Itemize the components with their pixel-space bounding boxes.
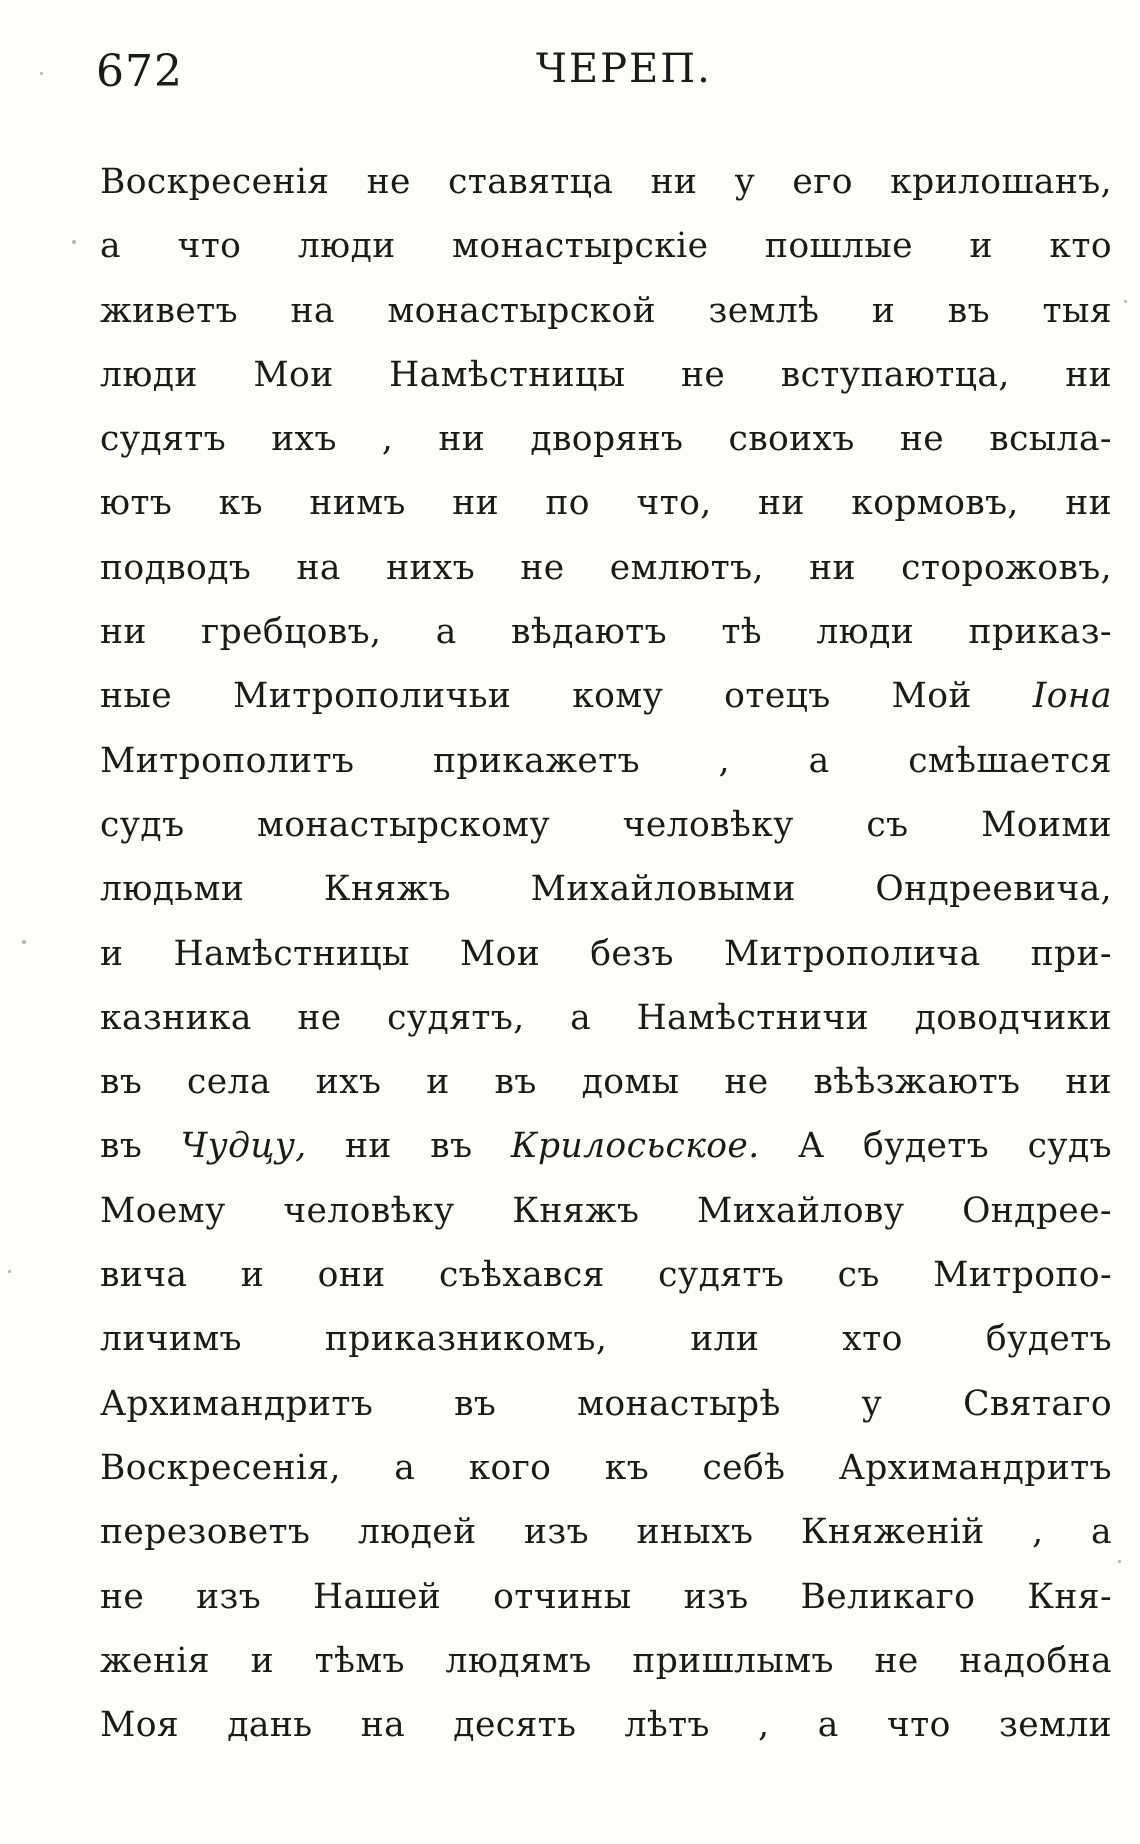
- text-line: казника не судятъ, а Намѣстничи доводчики: [100, 997, 1112, 1038]
- text-line: ютъ къ нимъ ни по что, ни кормовъ, ни: [100, 483, 1112, 524]
- paper-speck: [22, 940, 26, 944]
- paper-speck: [1124, 300, 1127, 303]
- text-line: люди Мои Намѣстницы не вступаютца, ни: [100, 354, 1112, 395]
- text-line: Архимандритъ въ монастырѣ у Святаго: [100, 1383, 1112, 1424]
- text-line: а что люди монастырскіе пошлые и кто: [100, 226, 1112, 267]
- text-line: вича и они съѣхався судятъ съ Митропо-: [100, 1255, 1112, 1296]
- text-line: Митрополитъ прикажетъ , а смѣшается: [100, 740, 1112, 781]
- text-line: ни гребцовъ, а вѣдаютъ тѣ люди приказ-: [100, 612, 1112, 653]
- paper-speck: [1118, 1560, 1121, 1563]
- text-line: и Намѣстницы Мои безъ Митрополича при-: [100, 933, 1112, 974]
- text-line: Воскресенія, а кого къ себѣ Архимандритъ: [100, 1447, 1112, 1488]
- line-text: въ: [100, 1126, 181, 1167]
- text-line: личимъ приказникомъ, или хто будетъ: [100, 1319, 1112, 1360]
- body-text: [100, 150, 1112, 1757]
- text-line: не изъ Нашей отчины изъ Великаго Кня-: [100, 1576, 1112, 1617]
- text-line: людьми Княжъ Михайловыми Ондреевича,: [100, 869, 1112, 910]
- page-number: 672: [96, 46, 183, 97]
- text-line: судъ монастырскому человѣку съ Моими: [100, 804, 1112, 845]
- paper-speck: [8, 1270, 11, 1273]
- text-line: Моему человѣку Княжъ Михайлову Ондрее-: [100, 1190, 1112, 1231]
- italic-place: Чудцу,: [180, 1126, 307, 1167]
- text-line: Воскресенія не ставятца ни у его крилошанъ,: [100, 162, 1112, 202]
- text-line: подводъ на нихъ не емлютъ, ни сторожовъ,: [100, 547, 1112, 588]
- line-text: ни въ: [306, 1126, 511, 1167]
- text-line: живетъ на монастырской землѣ и въ тыя: [100, 290, 1112, 331]
- paper-speck: [72, 240, 76, 244]
- text-line: женія и тѣмъ людямъ пришлымъ не надобна: [100, 1640, 1112, 1681]
- text-line: [100, 1114, 1112, 1178]
- running-title: ЧЕРЕП.: [536, 46, 712, 92]
- italic-place: Крилосьское.: [510, 1126, 760, 1167]
- text-line: судятъ ихъ , ни дворянъ своихъ не всыла-: [100, 419, 1112, 460]
- line-text: ные Митрополичьи кому отецъ Мой: [100, 676, 1033, 717]
- line-text: А будетъ судъ: [759, 1126, 1112, 1167]
- page-header: [96, 46, 1112, 106]
- text-line: Моя дань на десять лѣтъ , а что земли: [100, 1705, 1112, 1746]
- italic-name: Іона: [1032, 676, 1112, 717]
- text-line: въ села ихъ и въ домы не вѣѣзжаютъ ни: [100, 1062, 1112, 1103]
- paper-speck: [40, 72, 43, 75]
- text-line: [100, 664, 1112, 728]
- text-line: перезоветъ людей изъ иныхъ Княженій , а: [100, 1512, 1112, 1553]
